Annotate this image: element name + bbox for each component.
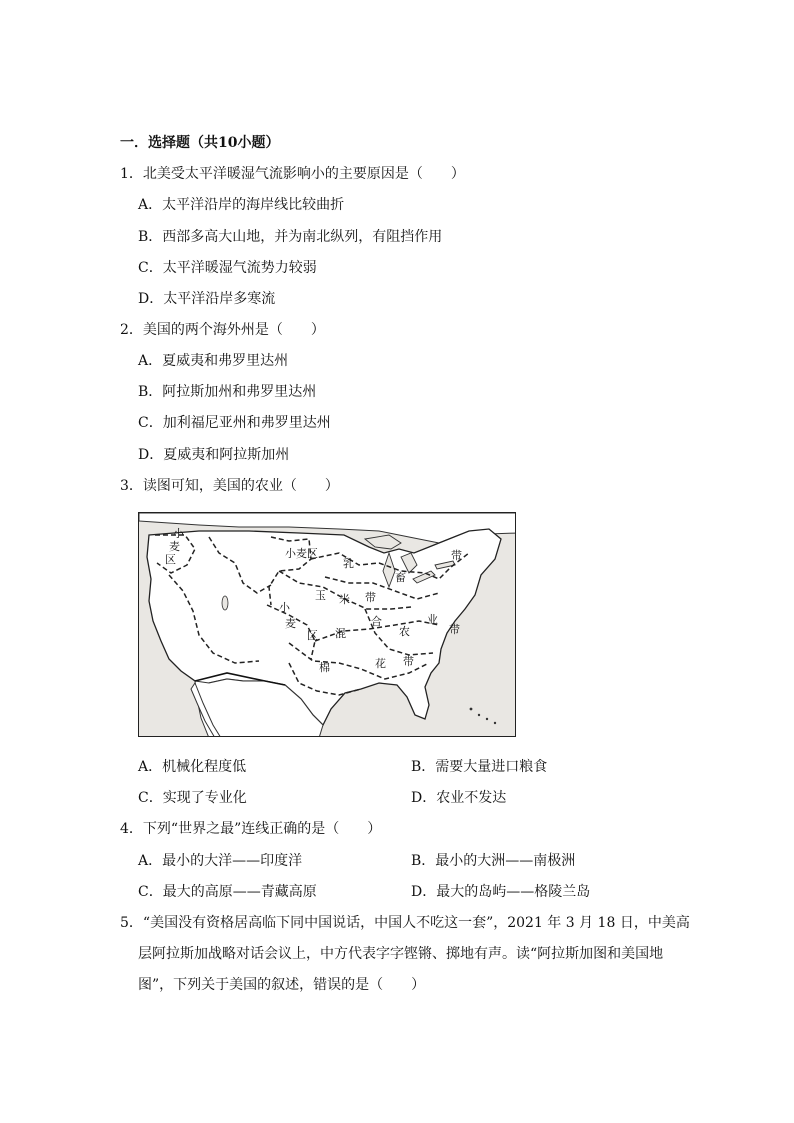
question-1-option-d: D．太平洋沿岸多寒流: [138, 291, 276, 307]
map-label-corn-3: 带: [365, 591, 376, 604]
question-1-option-a: A．太平洋沿岸的海岸线比较曲折: [138, 197, 345, 213]
question-3-option-c: C．实现了专业化: [138, 790, 247, 806]
question-2-option-b: B．阿拉斯加州和弗罗里达州: [138, 384, 317, 400]
map-label-wheat-nw-3: 区: [165, 553, 176, 566]
question-2-option-c: C．加利福尼亚州和弗罗里达州: [138, 415, 331, 431]
map-label-cotton-1: 棉: [319, 661, 330, 674]
map-label-wheat-north: 小麦区: [285, 547, 318, 560]
map-label-corn-1: 玉: [315, 589, 326, 602]
us-agriculture-map: [138, 512, 516, 737]
map-label-wheat-nw-1: 小: [173, 527, 184, 540]
map-label-mixed-4: 业: [427, 613, 438, 626]
question-4-option-c: C．最大的高原——青藏高原: [138, 884, 317, 900]
us-agriculture-map-figure: [139, 513, 516, 737]
question-1-option-c: C．太平洋暖湿气流势力较弱: [138, 260, 317, 276]
map-label-mixed-3: 农: [399, 625, 410, 638]
map-label-corn-2: 米: [339, 593, 350, 606]
map-label-cotton-2: 花: [375, 657, 386, 670]
map-label-cotton-3: 带: [403, 655, 414, 668]
question-3-option-b: B．需要大量进口粮食: [411, 759, 548, 775]
map-label-wheat-nw-2: 麦: [169, 540, 180, 553]
question-5-stem-line-2: 层阿拉斯加战略对话会议上，中方代表字字铿锵、掷地有声。读“阿拉斯加图和美国地: [138, 946, 664, 962]
question-2-option-d: D．夏威夷和阿拉斯加州: [138, 447, 290, 463]
map-label-wheat-s-1: 小: [279, 601, 290, 614]
question-1-stem: 1．北美受太平洋暖湿气流影响小的主要原因是（ ）: [120, 166, 465, 182]
map-label-wheat-s-2: 麦: [285, 617, 296, 630]
question-2-stem: 2．美国的两个海外州是（ ）: [120, 322, 325, 338]
question-4-option-a: A．最小的大洋——印度洋: [138, 853, 303, 869]
section-title: 一．选择题（共10小题）: [120, 135, 280, 151]
question-4-option-d: D．最大的岛屿——格陵兰岛: [411, 884, 591, 900]
question-3-option-d: D．农业不发达: [411, 790, 507, 806]
map-label-wheat-s-3: 区: [307, 629, 318, 642]
question-4-option-b: B．最小的大洲——南极洲: [411, 853, 576, 869]
question-3-option-a: A．机械化程度低: [138, 759, 247, 775]
map-label-dairy-1: 乳: [343, 557, 354, 570]
map-label-mixed-5: 带: [449, 623, 460, 636]
question-5-stem-line-3: 图”，下列关于美国的叙述，错误的是（ ）: [138, 977, 426, 993]
question-5-stem-line-1: 5．“美国没有资格居高临下同中国说话，中国人不吃这一套”，2021 年 3 月 18 日，中美高: [120, 915, 690, 931]
map-label-mixed-1: 混: [335, 627, 346, 640]
question-1-option-b: B．西部多高大山地，并为南北纵列，有阻挡作用: [138, 229, 443, 245]
map-label-dairy-2: 畜: [395, 571, 406, 584]
question-4-stem: 4．下列“世界之最”连线正确的是（ ）: [120, 821, 382, 837]
question-3-stem: 3．读图可知，美国的农业（ ）: [120, 478, 339, 494]
map-label-mixed-2: 合: [371, 615, 382, 628]
map-label-dairy-3: 带: [451, 549, 462, 562]
question-2-option-a: A．夏威夷和弗罗里达州: [138, 353, 289, 369]
